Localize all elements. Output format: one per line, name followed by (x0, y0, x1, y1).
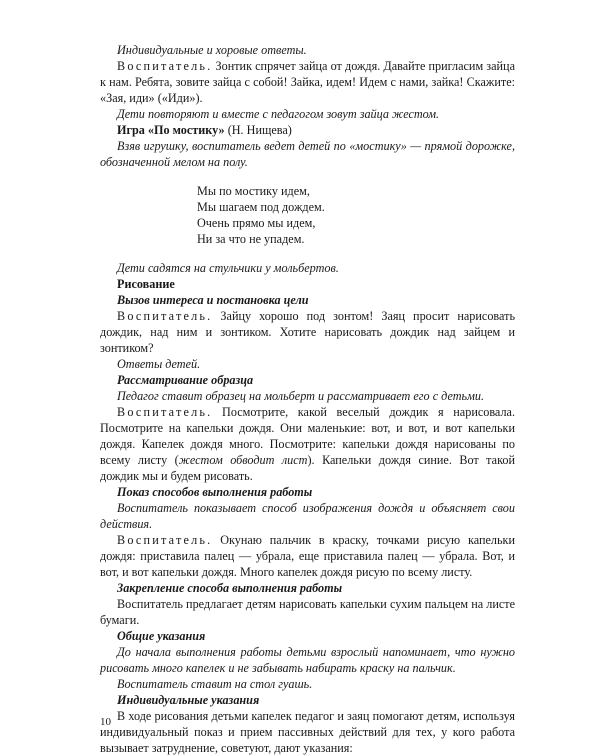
poem-line: Мы шагаем под дождем. (197, 200, 325, 214)
subsection-heading-consolidation: Закрепление способа выполнения работы (117, 581, 343, 595)
teacher-speech (100, 308, 515, 356)
game-author: (Н. Нищева) (224, 123, 292, 137)
speaker-label: Воспитатель. (117, 309, 213, 323)
teacher-speech (100, 58, 515, 106)
stage-direction: Ответы детей. (117, 357, 201, 371)
speaker-label: Воспитатель. (117, 533, 213, 547)
stage-direction: Воспитатель ставит на стол гуашь. (117, 677, 313, 691)
page-body (100, 42, 515, 756)
game-heading (100, 122, 515, 138)
poem-line: Мы по мостику идем, (197, 184, 310, 198)
speaker-label: Воспитатель. (117, 405, 213, 419)
subsection-heading-general: Общие указания (117, 629, 206, 643)
stage-direction: Взяв игрушку, воспитатель ведет детей по «мостику» — прямой дорожке, обозначенной мелом на полу. (100, 139, 515, 169)
subsection-heading-individual: Индивидуальные указания (117, 693, 260, 707)
page-number: 10 (100, 716, 111, 728)
stage-direction: Дети садятся на стульчики у мольбертов. (117, 261, 339, 275)
poem-line: Ни за что не упадем. (197, 232, 305, 246)
body-paragraph: Воспитатель предлагает детям нарисовать капельки сухим пальцем на листе бумаги. (100, 597, 515, 627)
subsection-heading-sample: Рассматривание образца (117, 373, 254, 387)
speaker-label: Воспитатель. (117, 59, 213, 73)
speech-text: Зайцу хорошо под зонтом! Заяц просит нарисовать дождик, над ним и зонтиком. Хотите нарисовать дождик над зайцем и зонтиком? (100, 309, 515, 355)
section-heading-drawing: Рисование (117, 277, 175, 291)
speech-text: Посмотрите, какой веселый дождик я нарисовала. Посмотрите на капельки дождя. Они маленькие: вот, и вот, и вот капельки дождя. Капелек дождя много. Посмотрите: капельки дождя нарисованы по всему листу ( (100, 405, 515, 467)
stage-direction: Дети повторяют и вместе с педагогом зовут зайца жестом. (117, 107, 440, 121)
gesture-note: жестом обводит лист (178, 453, 308, 467)
speech-text: Зонтик спрячет зайца от дождя. Давайте пригласим зайца к нам. Ребята, зовите зайца с собой! Зайка, идем! Идем с нами, зайка! Скажите: «Зая, иди» («Иди»). (100, 59, 515, 105)
teacher-speech (100, 532, 515, 580)
poem-line: Очень прямо мы идем, (197, 216, 316, 230)
stage-direction: До начала выполнения работы детьми взрослый напоминает, что нужно рисовать много капелек и не забывать набирать краску на пальчик. (100, 645, 515, 675)
teacher-speech (100, 404, 515, 484)
stage-direction: Индивидуальные и хоровые ответы. (117, 43, 307, 57)
speech-text: Окунаю пальчик в краску, точками рисую капельки дождя: приставила палец — убрала, еще приставила палец — убрала. Вот, и вот, и вот капельки дождя. Много капелек дождя рисую по всему листу. (100, 533, 515, 579)
poem (197, 183, 515, 247)
subsection-heading-interest: Вызов интереса и постановка цели (117, 293, 309, 307)
body-paragraph: В ходе рисования детьми капелек педагог и заяц помогают детям, используя индивидуальный показ и прием пассивных действий для тех, у кого работа вызывает затруднение, советуют, дают указания: (100, 709, 515, 755)
game-title: Игра «По мостику» (117, 123, 225, 137)
speech-text: ). Капельки дождя синие. Вот такой дождик мы и будем рисовать. (100, 453, 515, 483)
subsection-heading-methods: Показ способов выполнения работы (117, 485, 313, 499)
stage-direction: Педагог ставит образец на мольберт и рассматривает его с детьми. (117, 389, 484, 403)
stage-direction: Воспитатель показывает способ изображения дождя и объясняет свои действия. (100, 501, 515, 531)
